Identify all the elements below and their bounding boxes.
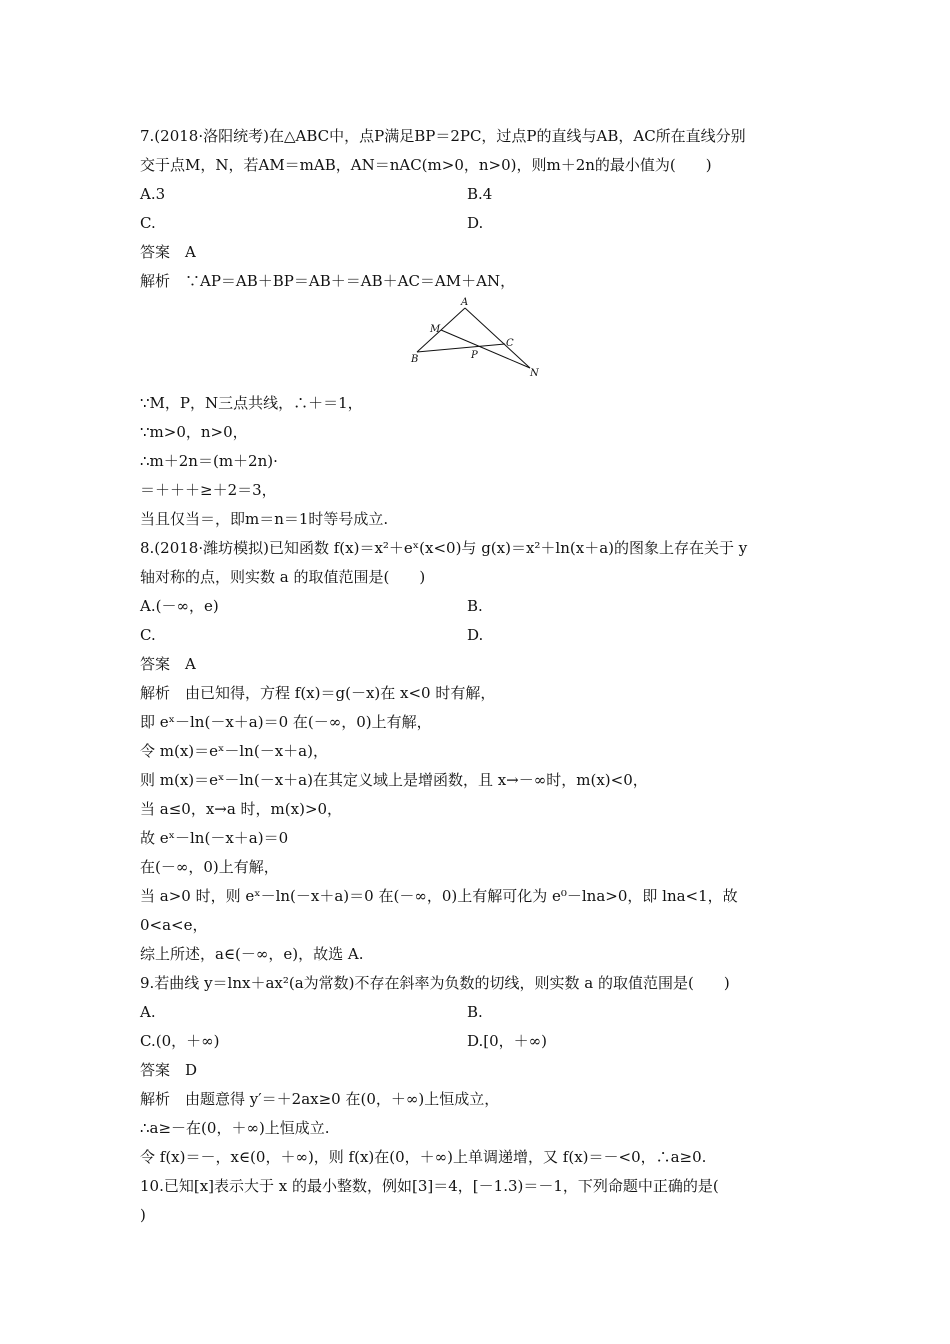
q9-answer: 答案 D [140,1061,198,1079]
q7-analysis-2: ∵M，P，N三点共线，∴＋＝1， [140,394,363,412]
q7-option-d: D. [467,214,484,232]
q10-stem-line1: 10.已知[x]表示大于 x 的最小整数，例如[3]＝4，[－1.3)＝－1，下列命题中正确的是( [140,1177,719,1195]
q7-analysis-1: 解析 ∵AP＝AB＋BP＝AB＋＝AB＋AC＝AM＋AN， [140,272,516,290]
q8-answer: 答案 A [140,655,196,673]
label-c: C [506,338,514,349]
q8-option-c: C. [140,626,156,644]
q7-option-a: A.3 [140,185,166,203]
q9-option-a: A. [140,1003,156,1021]
q8-option-d: D. [467,626,484,644]
label-m: M [430,324,441,335]
label-b: B [411,354,419,365]
q8-analysis-5: 当 a≤0，x→a 时，m(x)>0， [140,800,343,818]
q10-stem-line2: ) [140,1206,146,1224]
q7-answer: 答案 A [140,243,196,261]
q8-analysis-10: 综上所述，a∈(－∞，e)，故选 A. [140,945,364,963]
label-n: N [530,368,539,379]
q9-option-d: D.[0，＋∞) [467,1032,548,1050]
q8-analysis-6: 故 eˣ－ln(－x＋a)＝0 [140,829,289,847]
q7-analysis-4: ∴m＋2n＝(m＋2n)· [140,452,278,470]
q7-option-c: C. [140,214,156,232]
q8-option-a: A.(－∞，e) [140,597,219,615]
q7-analysis-6: 当且仅当＝，即m＝n＝1时等号成立. [140,510,389,528]
q8-analysis-9: 0<a<e， [140,916,208,934]
q8-analysis-3: 令 m(x)＝eˣ－ln(－x＋a)， [140,742,328,760]
q8-stem-line1: 8.(2018·潍坊模拟)已知函数 f(x)＝x²＋eˣ(x<0)与 g(x)＝x²＋ln(x＋a)的图象上存在关于 y [140,539,748,557]
q8-analysis-7: 在(－∞，0)上有解， [140,858,279,876]
triangle-figure [405,296,555,380]
label-a: A [461,297,469,308]
q8-analysis-4: 则 m(x)＝eˣ－ln(－x＋a)在其定义域上是增函数，且 x→－∞时，m(x)<0， [140,771,648,789]
q7-analysis-3: ∵m>0，n>0， [140,423,248,441]
q8-analysis-1: 解析 由已知得，方程 f(x)＝g(－x)在 x<0 时有解， [140,684,496,702]
q7-stem-line2: 交于点M，N，若AM＝mAB，AN＝nAC(m>0，n>0)，则m＋2n的最小值为( ) [140,156,712,174]
q7-stem-line1: 7.(2018·洛阳统考)在△ABC中，点P满足BP＝2PC，过点P的直线与AB，AC所在直线分别 [140,127,746,145]
q9-stem: 9.若曲线 y＝lnx＋ax²(a为常数)不存在斜率为负数的切线，则实数 a 的取值范围是( ) [140,974,730,992]
q9-option-b: B. [467,1003,483,1021]
q9-analysis-1: 解析 由题意得 y′＝＋2ax≥0 在(0，＋∞)上恒成立， [140,1090,500,1108]
q8-option-b: B. [467,597,483,615]
q9-analysis-3: 令 f(x)＝－，x∈(0，＋∞)，则 f(x)在(0，＋∞)上单调递增，又 f(x)＝－<0，∴a≥0. [140,1148,707,1166]
q8-analysis-8: 当 a>0 时，则 eˣ－ln(－x＋a)＝0 在(－∞，0)上有解可化为 e⁰－lna>0，即 lna<1，故 [140,887,738,905]
q9-option-c: C.(0，＋∞) [140,1032,220,1050]
q8-analysis-2: 即 eˣ－ln(－x＋a)＝0 在(－∞，0)上有解， [140,713,432,731]
q8-stem-line2: 轴对称的点，则实数 a 的取值范围是( ) [140,568,426,586]
q9-analysis-2: ∴a≥－在(0，＋∞)上恒成立. [140,1119,330,1137]
q7-option-b: B.4 [467,185,493,203]
label-p: P [471,350,478,361]
q7-analysis-5: ＝＋＋＋≥＋2＝3， [140,481,277,499]
